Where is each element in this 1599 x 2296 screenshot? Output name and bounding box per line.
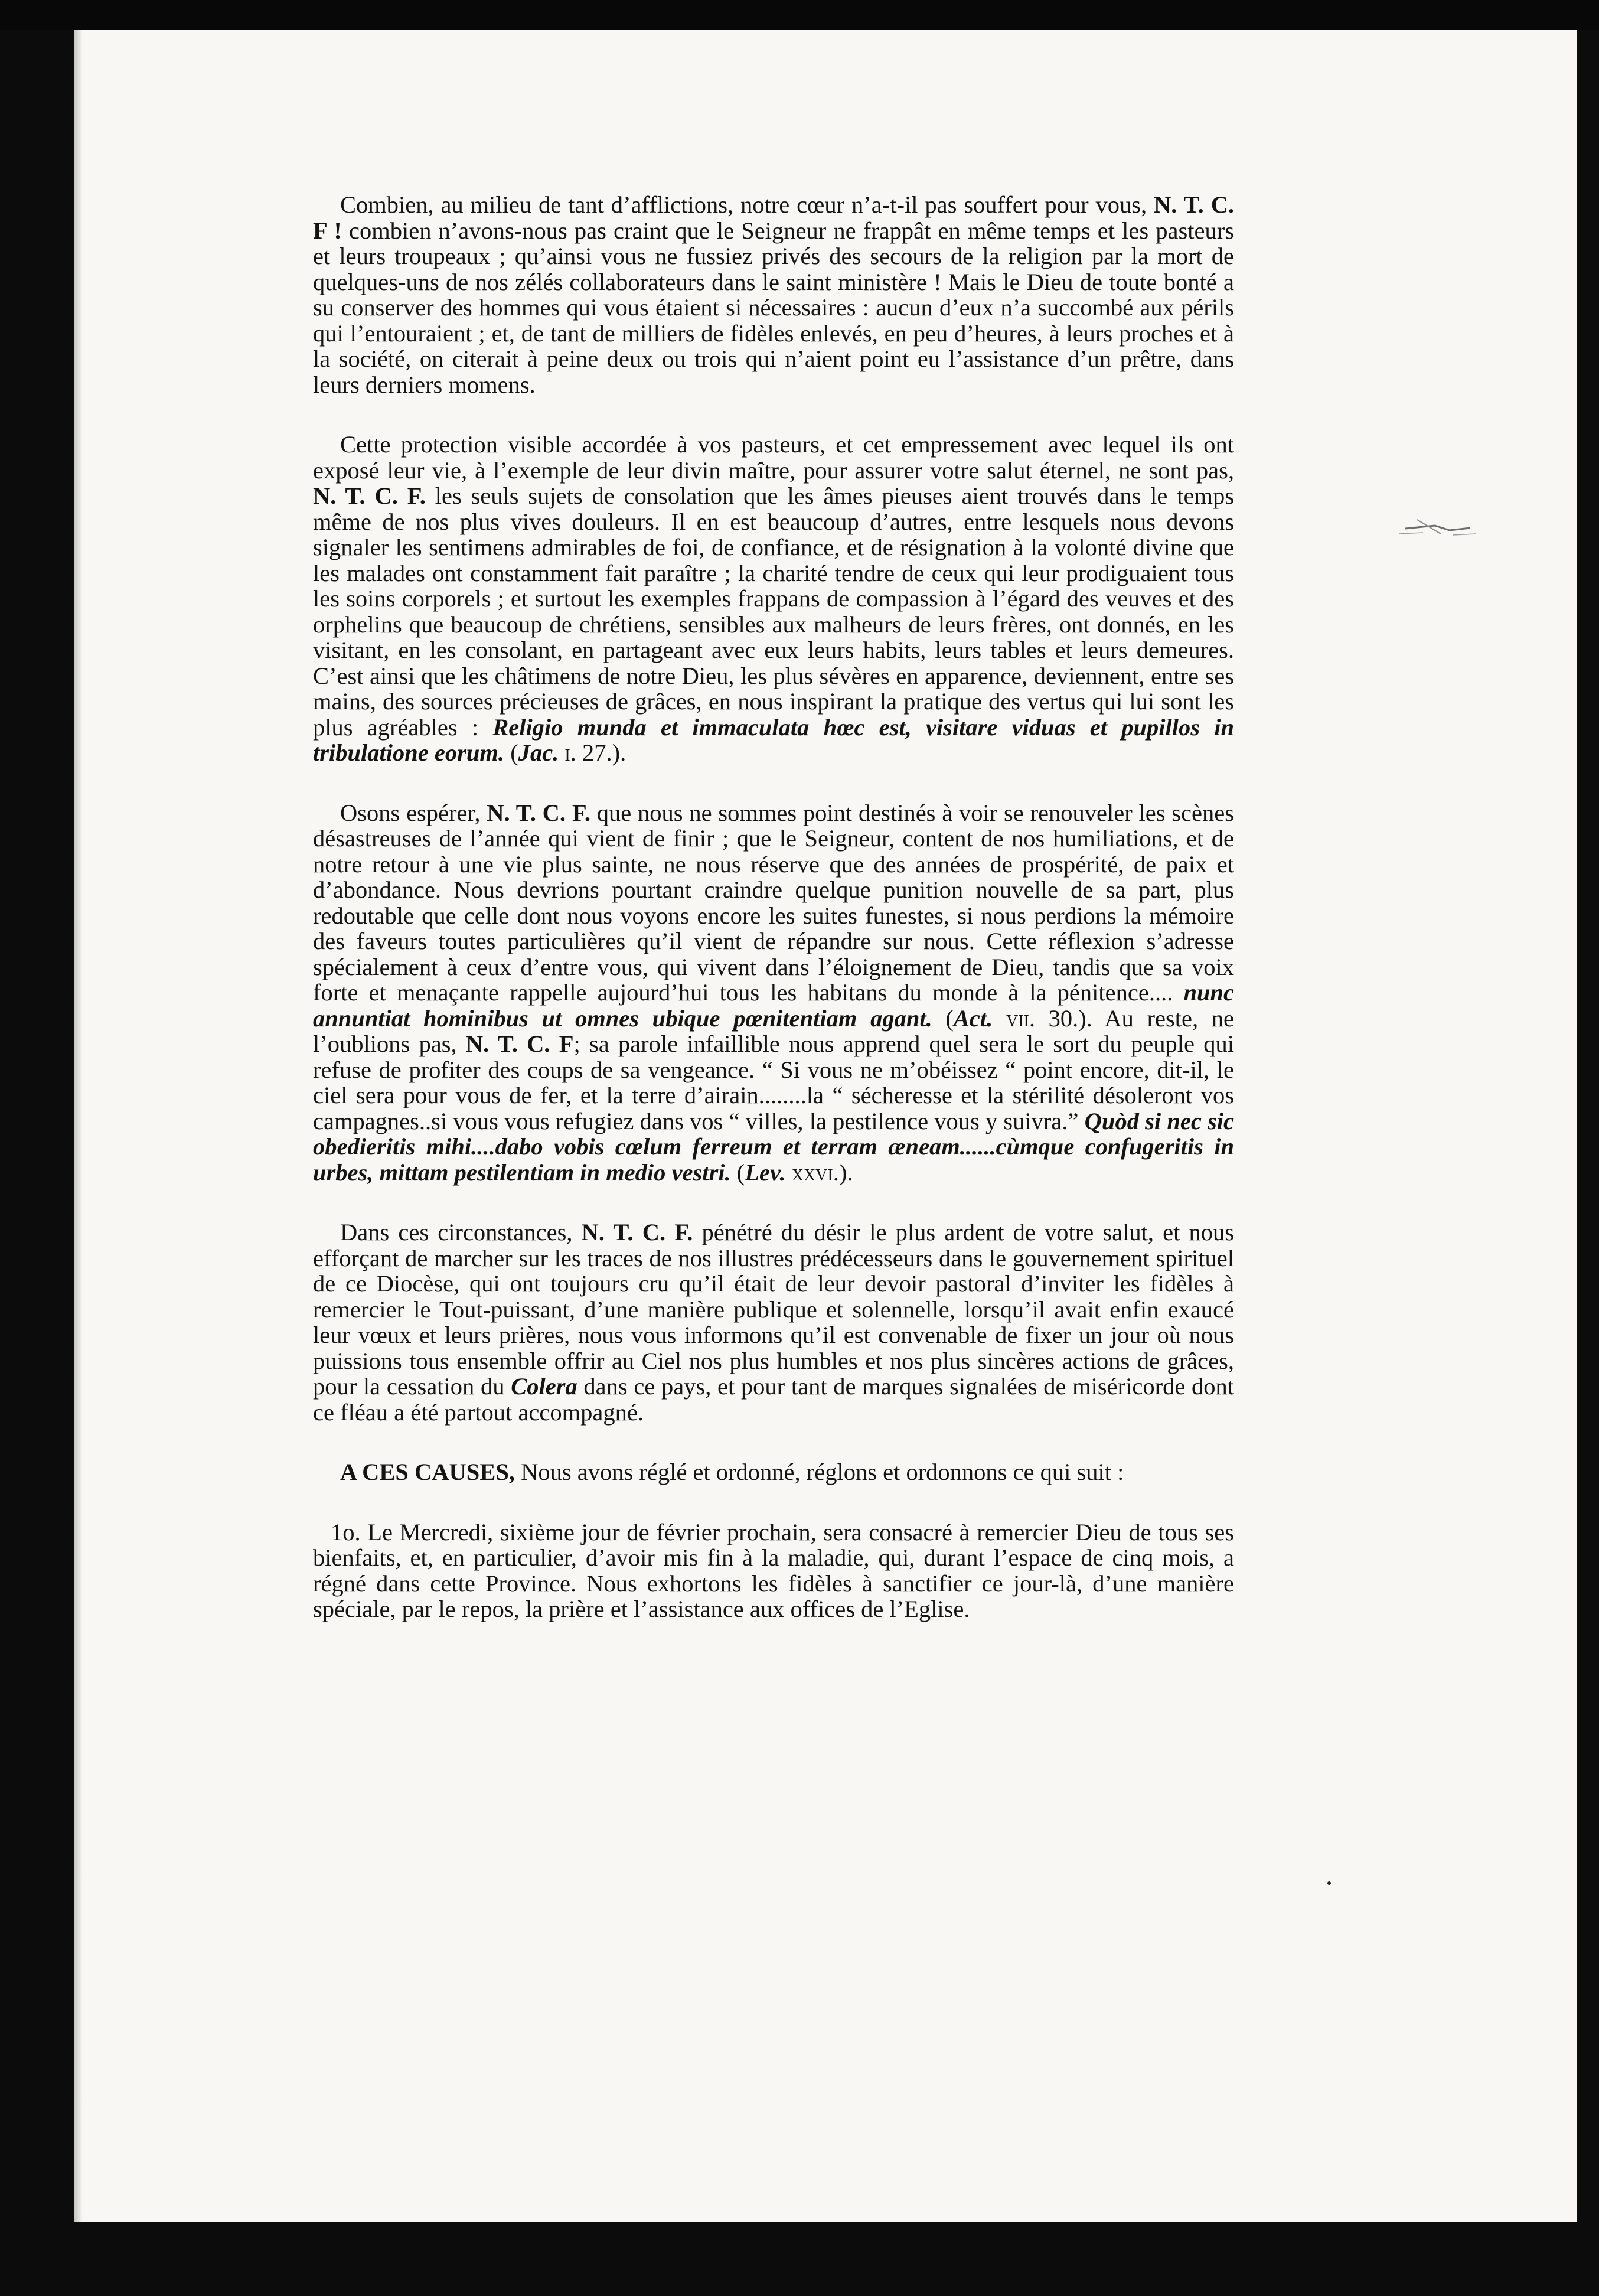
text-run: combien n’avons-nous pas craint que le Seigneur ne frappât en même temps et les pasteurs et leurs troupeaux ; qu’ainsi vous ne fussiez privés des secours de la religion par la mort de quelques-uns de nos zélés collaborateurs dans le saint ministère ! Mais le Dieu de toute bonté a su conserver des hommes qui vous étaient si nécessaires : aucun d’eux n’a succombé aux périls qui l’entouraient ; et, de tant de milliers de fidèles enlevés, en peu d’heures, à leurs proches et à la société, on citerait à peine deux ou trois qui n’aient point eu l’assistance d’un prêtre, dans leurs derniers momens. bbox=[313, 217, 1234, 398]
text-lead: N. T. C. F bbox=[465, 1030, 574, 1057]
document-body bbox=[313, 192, 1234, 1656]
text-run: ( bbox=[730, 1159, 745, 1186]
text-run bbox=[993, 1005, 1006, 1032]
scan-border-top bbox=[0, 0, 1599, 30]
text-run: ( bbox=[932, 1004, 954, 1032]
text-latin: Religio munda et immaculata hœc est, visitare viduas et pupillos in tribulatione eorum. bbox=[313, 713, 1234, 766]
text-run bbox=[786, 1159, 792, 1186]
paragraph-protection bbox=[313, 432, 1234, 766]
scan-artifact bbox=[1394, 508, 1482, 549]
text-run: dans ce pays, et pour tant de marques signalées de miséricorde dont ce fléau a été partout accompagné. bbox=[313, 1373, 1234, 1426]
paragraph-esperance bbox=[313, 800, 1234, 1186]
text-latin: Act. bbox=[953, 1004, 993, 1032]
text-run: pénétré du désir le plus ardent de votre salut, et nous efforçant de marcher sur les traces de nos illustres prédécesseurs dans le gouvernement spirituel de ce Diocèse, qui ont toujours cru qu’il était de leur devoir pastoral d’inviter les fidèles à remercier le Tout-puissant, d’une manière publique et solennelle, lorsqu’il avait enfin exaucé leur vœux et leurs prières, nous vous informons qu’il est convenable de fixer un jour où nous puissions tous ensemble offrir au Ciel nos plus humbles et nos plus sincères actions de grâces, pour la cessation du bbox=[313, 1219, 1235, 1400]
text-run: . 27.). bbox=[570, 739, 626, 766]
text-latin: Lev. bbox=[745, 1159, 786, 1186]
paragraph-circonstances bbox=[313, 1219, 1234, 1425]
text-sc: xxvi bbox=[791, 1159, 833, 1186]
text-run bbox=[559, 739, 564, 766]
text-run: que nous ne sommes point destinés à voir se renouveler les scènes désastreuses de l’année qui vient de finir ; que le Seigneur, content de nos humiliations, et de notre retour à une vie plus sainte, ne nous réserve que des années de prospérité, de paix et d’abondance. Nous devrions pourtant craindre quelque punition nouvelle de sa part, plus redoutable que celle dont nous voyons encore les suites funestes, si nous perdions la mémoire des faveurs toutes particulières qu’il vient de répandre sur nous. Cette réflexion s’adresse spécialement à ceux d’entre vous, qui vivent dans l’éloignement de Dieu, tandis que sa voix forte et menaçante rappelle aujourd’hui tous les habitans du monde à la pénitence.... bbox=[313, 799, 1234, 1006]
paragraph-afflictions bbox=[313, 192, 1234, 397]
text-run: Osons espérer, bbox=[340, 799, 487, 826]
paragraph-article-1 bbox=[313, 1519, 1234, 1622]
text-lead: N. T. C. F. bbox=[487, 799, 590, 826]
text-run: . 30.). Au reste, ne l’oublions pas, bbox=[313, 1004, 1234, 1057]
paragraph-a-ces-causes bbox=[313, 1459, 1234, 1485]
text-latin: Jac. bbox=[518, 739, 559, 766]
text-run: ( bbox=[504, 739, 518, 766]
text-run: Nous avons réglé et ordonné, réglons et ordonnons ce qui suit : bbox=[514, 1459, 1124, 1485]
text-run: .). bbox=[833, 1159, 853, 1186]
text-sc: vii bbox=[1006, 1004, 1029, 1032]
text-run: Dans ces circonstances, bbox=[340, 1219, 582, 1245]
margin-dot bbox=[1327, 1881, 1331, 1885]
text-sc: i bbox=[564, 739, 570, 766]
text-head: A CES CAUSES, bbox=[340, 1459, 515, 1485]
page-edge-shadow bbox=[74, 30, 83, 2222]
text-run: 1o. Le Mercredi, sixième jour de février prochain, sera consacré à remercier Dieu de tous ses bienfaits, et, en particulier, d’avoir mis fin à la maladie, qui, durant l’espace de cinq mois, a régné dans cette Province. Nous exhortons les fidèles à sanctifier ce jour-là, d’une manière spéciale, par le repos, la prière et l’assistance aux offices de l’Eglise. bbox=[313, 1518, 1234, 1622]
text-lead: N. T. C. F. bbox=[313, 482, 426, 509]
text-run: ; sa parole infaillible nous apprend quel sera le sort du peuple qui refuse de profiter des coups de sa vengeance. “ Si vous ne m’obéissez “ point encore, dit-il, le ciel sera pour vous de fer, et la terre d’airain........la “ sécheresse et la stérilité désoleront vos campagnes..si vous vous refugiez dans vos “ villes, la pestilence vous y suivra.” bbox=[313, 1030, 1234, 1134]
text-latin: Quòd si nec sic obedieritis mihi....dabo vobis cœlum ferreum et terram æneam......cùmque confugeritis in urbes, mittam pestilentiam in medio vestri. bbox=[313, 1107, 1234, 1186]
text-run: Combien, au milieu de tant d’afflictions, notre cœur n’a-t-il pas souffert pour vous, bbox=[340, 191, 1154, 218]
text-run: Cette protection visible accordée à vos pasteurs, et cet empressement avec lequel ils ont exposé leur vie, à l’exemple de leur divin maître, pour assurer votre salut éternel, ne sont pas, bbox=[313, 431, 1234, 484]
text-run: les seuls sujets de consolation que les âmes pieuses aient trouvés dans le temps même de nos plus vives douleurs. Il en est beaucoup d’autres, entre lesquels nous devons signaler les sentimens admirables de foi, de confiance, et de résignation à la volonté divine que les malades ont constamment fait paraître ; la charité tendre de ceux qui leur prodiguaient tous les soins corporels ; et surtout les exemples frappans de compassion à l’égard des veuves et des orphelins que beaucoup de chrétiens, sensibles aux malheurs de leurs frères, ont donnés, en les visitant, en les consolant, en partageant avec eux leurs habits, leurs tables et leurs demeures. C’est ainsi que les châtimens de notre Dieu, les plus sévères en apparence, deviennent, entre ses mains, des sources précieuses de grâces, en nous inspirant la pratique des vertus qui lui sont les plus agréables : bbox=[313, 482, 1235, 741]
text-latin: nunc annuntiat hominibus ut omnes ubique pœnitentiam agant. bbox=[313, 979, 1234, 1032]
text-latin: Colera bbox=[511, 1373, 577, 1400]
text-lead: N. T. C. F ! bbox=[313, 191, 1234, 244]
text-lead: N. T. C. F. bbox=[581, 1219, 693, 1245]
